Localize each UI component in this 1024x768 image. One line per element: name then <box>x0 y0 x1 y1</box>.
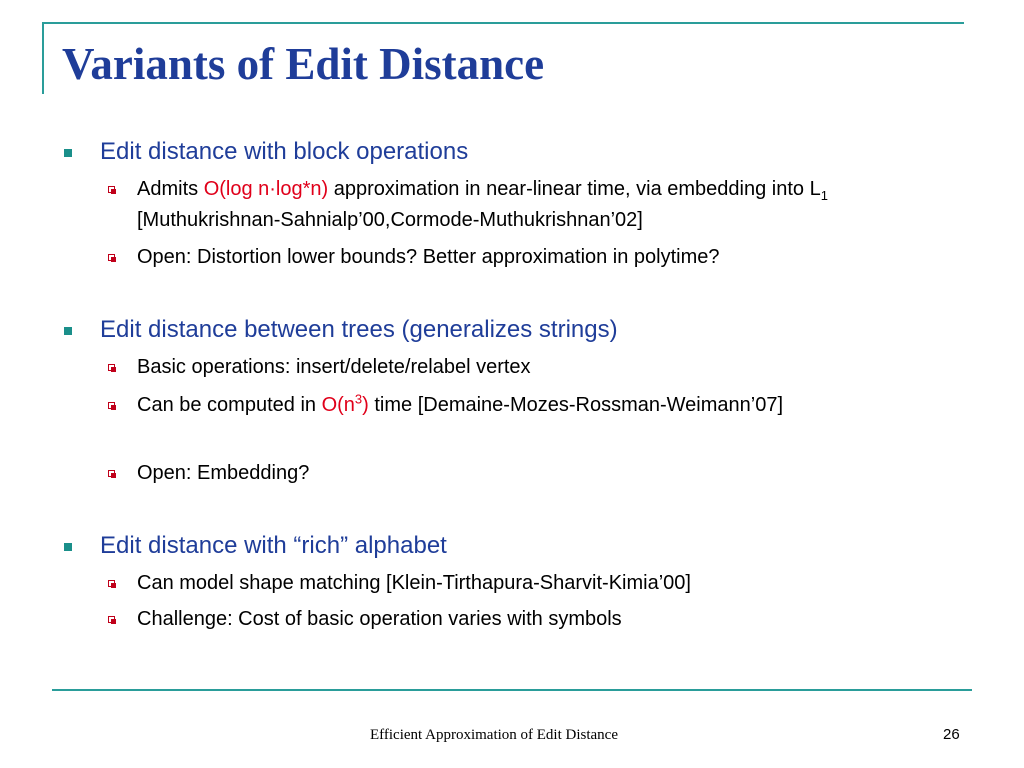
bullet-text: Edit distance with “rich” alphabet <box>100 532 447 559</box>
text-part: Admits <box>137 178 204 200</box>
square-bullet-icon <box>64 149 72 157</box>
bullet-text: Open: Distortion lower bounds? Better approximation in polytime? <box>137 246 720 268</box>
subbullet-basic-operations <box>137 352 967 383</box>
bullet-rich-alphabet <box>100 532 980 560</box>
bullet-text: Open: Embedding? <box>137 462 310 484</box>
superscript: 3 <box>354 391 363 407</box>
subbullet-challenge <box>137 604 967 635</box>
subscript: 1 <box>820 188 828 203</box>
square-bullet-icon <box>64 327 72 335</box>
text-part: ) <box>362 394 369 416</box>
hollow-square-bullet-icon <box>108 580 115 587</box>
hollow-square-bullet-icon <box>108 616 115 623</box>
hollow-square-bullet-icon <box>108 364 115 371</box>
text-part: O(n <box>321 394 355 416</box>
text-part: [Muthukrishnan-Sahnialp’00,Cormode-Muthukrishnan’02] <box>137 209 643 231</box>
complexity-highlight: O(log n·log*n) <box>203 178 329 200</box>
complexity-highlight <box>321 391 369 416</box>
slide-title: Variants of Edit Distance <box>62 39 545 89</box>
text-part: time [Demaine-Mozes-Rossman-Weimann’07] <box>368 394 784 416</box>
page-number: 26 <box>943 726 960 743</box>
hollow-square-bullet-icon <box>108 470 115 477</box>
square-bullet-icon <box>64 543 72 551</box>
hollow-square-bullet-icon <box>108 254 115 261</box>
footer-divider <box>52 689 972 691</box>
subbullet-open-distortion <box>137 242 967 273</box>
text-part: approximation in near-linear time, via embedding into L <box>328 178 821 200</box>
subbullet-shape-matching <box>137 568 967 599</box>
hollow-square-bullet-icon <box>108 402 115 409</box>
subbullet-computed-time <box>137 390 967 421</box>
bullet-text: Challenge: Cost of basic operation varies with symbols <box>137 608 622 630</box>
bullet-text: Can model shape matching [Klein-Tirthapura-Sharvit-Kimia’00] <box>137 572 691 594</box>
frame-vertical-line <box>42 22 44 94</box>
bullet-trees <box>100 316 980 344</box>
text-part: Can be computed in <box>137 394 322 416</box>
footer-title: Efficient Approximation of Edit Distance <box>370 727 618 743</box>
bullet-text: Edit distance between trees (generalizes strings) <box>100 316 618 343</box>
bullet-text: Edit distance with block operations <box>100 138 469 165</box>
bullet-block-operations <box>100 138 980 166</box>
subbullet-admits-approximation <box>137 174 967 236</box>
subbullet-open-embedding <box>137 458 967 489</box>
bullet-text: Basic operations: insert/delete/relabel vertex <box>137 356 531 378</box>
frame-horizontal-line <box>42 22 964 24</box>
hollow-square-bullet-icon <box>108 186 115 193</box>
